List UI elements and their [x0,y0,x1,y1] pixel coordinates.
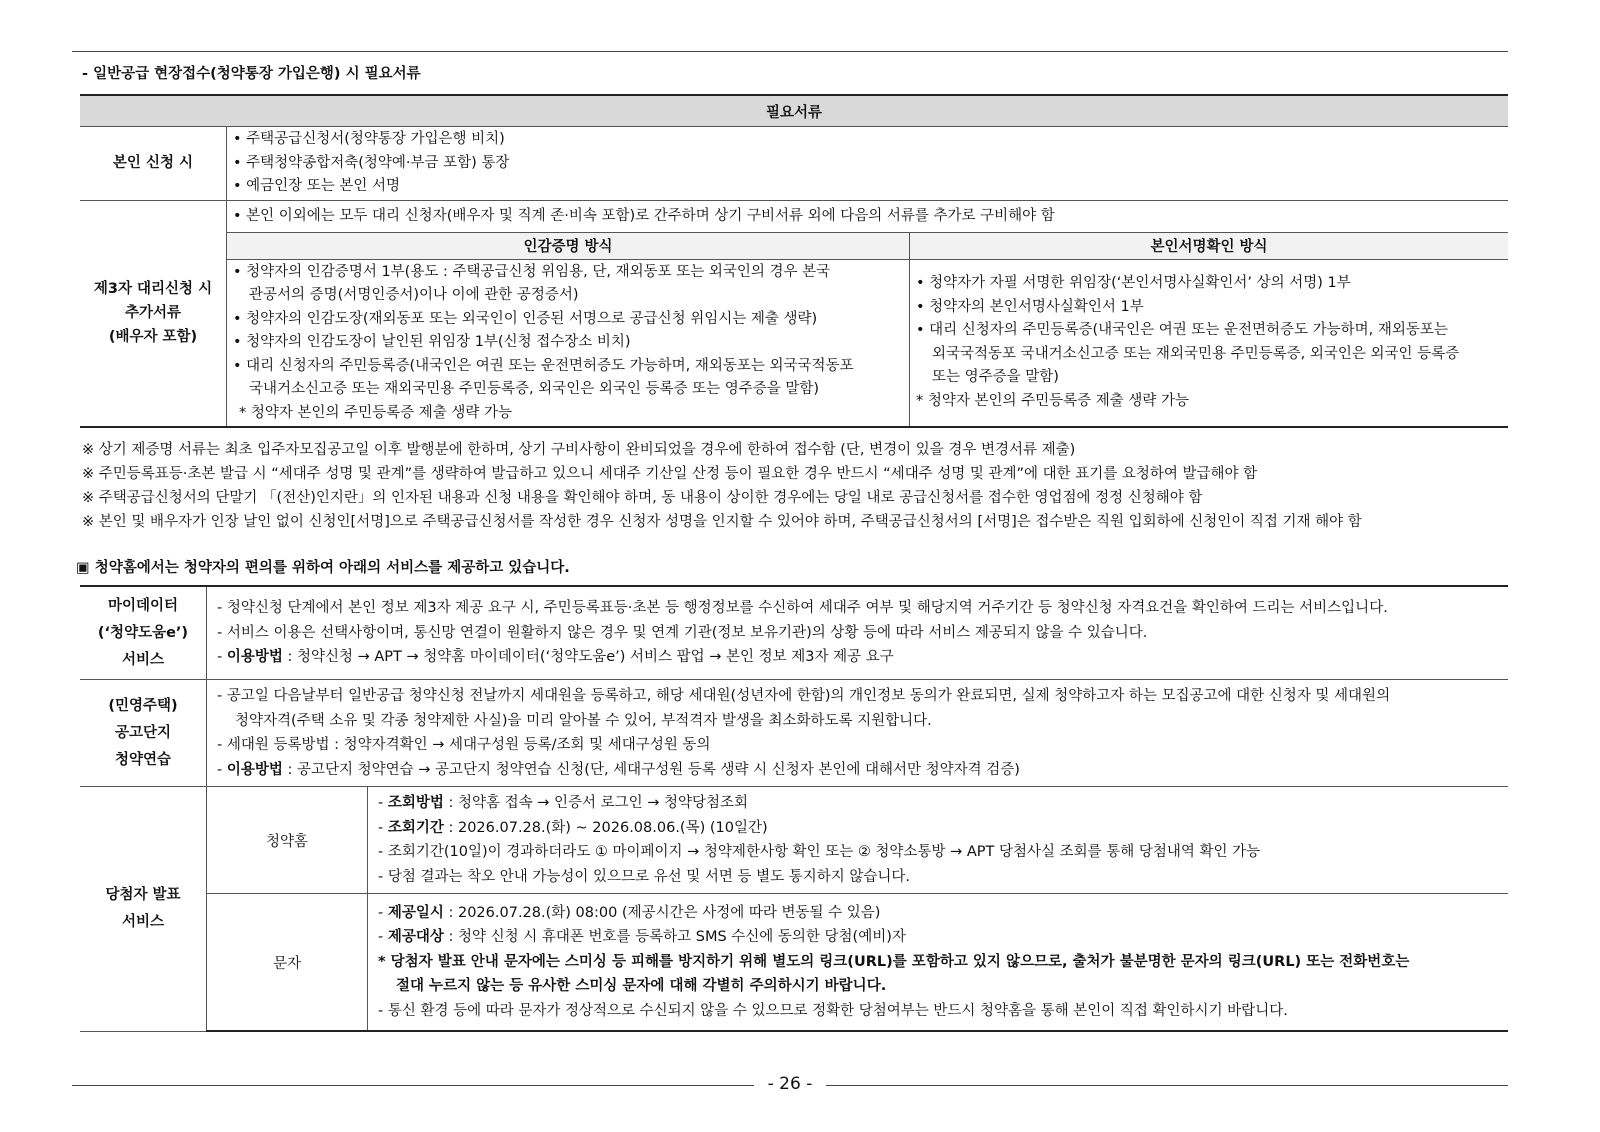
table-row [80,200,1508,427]
note-item: ※ 상기 제증명 서류는 최초 입주자모집공고일 이후 발행분에 한하며, 상기 구비사항이 완비되었을 경우에 한하여 접수함 (단, 변경이 있을 경우 변경서류 제출) [82,442,1076,458]
table-row [80,787,1508,894]
row-label-proxy [80,200,227,427]
text-line: - 통신 환경 등에 따라 문자가 정상적으로 수신되지 않을 수 있으므로 정확한 당첨여부는 반드시 청약홈을 통해 본인이 직접 확인하시기 바랍니다. [378,1002,1288,1019]
label-line: 공고단지 [114,724,172,741]
text-line: - 이용방법 : 공고단지 청약연습 → 공고단지 청약연습 신청(단, 세대구성원 등록 생략 시 신청자 본인에 대해서만 청약자격 검증) [217,761,1020,778]
proxy-intro: • 본인 이외에는 모두 대리 신청자(배우자 및 직계 존·비속 포함)로 간주하며 상기 구비서류 외에 다음의 서류를 추가로 구비해야 함 [233,207,1055,224]
label-line: 제3자 대리신청 시 [93,281,213,298]
col-header-seal: 인감증명 방식 [227,232,910,259]
note-item: ※ 주택공급신청서의 단말기 「(전산)인지란」의 인자된 내용과 신청 내용을 확인해야 하며, 동 내용이 상이한 경우에는 당일 내로 공급신청서를 접수한 영업점에 정정 신청해야 함 [82,490,1203,506]
services-table [80,585,1508,1032]
col-header-signature: 본인서명확인 방식 [910,232,1509,259]
page-number: - 26 - [72,1074,1508,1094]
text-line: - 당첨 결과는 착오 안내 가능성이 있으므로 유선 및 서면 등 별도 통지하지 않습니다. [378,868,910,885]
text-line: - 서비스 이용은 선택사항이며, 통신망 연결이 원활하지 않은 경우 및 연계 기관(정보 보유기관)의 상황 등에 따라 서비스 제공되지 않을 수 있습니다. [217,624,1148,641]
list-item: • 청약자의 인감도장이 날인된 위임장 1부(신청 접수장소 비치) [233,334,631,350]
list-item: 국내거소신고증 또는 재외국민용 주민등록증, 외국인은 외국인 등록증 또는 영주증을 말함) [249,381,820,397]
section2-title: ▣ 청약홈에서는 청약자의 편의를 위하여 아래의 서비스를 제공하고 있습니다. [76,560,570,576]
sub-label-home: 청약홈 [207,787,368,894]
warning-line: 절대 누르지 않는 등 유사한 스미싱 문자에 대해 각별히 주의하시기 바랍니다. [396,978,887,995]
note-item: ※ 주민등록표등·초본 발급 시 “세대주 성명 및 관계”를 생략하여 발급하고 있으니 세대주 기산일 산정 등이 필요한 경우 반드시 “세대주 성명 및 관계”에 대한 표기를 요청하여 발급해야 함 [82,466,1258,482]
list-item: • 예금인장 또는 본인 서명 [233,178,401,194]
table-row [80,586,1508,680]
label-line: (배우자 포함) [108,329,198,346]
list-item: * 청약자 본인의 주민등록증 제출 생략 가능 [239,404,513,421]
label-line: 당첨자 발표 [105,886,181,903]
row-label-self: 본인 신청 시 [80,127,227,201]
table-header: 필요서류 [80,95,1508,127]
text-line: - 이용방법 : 청약신청 → APT → 청약홈 마이데이터(‘청약도움e’) 서비스 팝업 → 본인 정보 제3자 제공 요구 [217,649,894,666]
text-line: - 청약신청 단계에서 본인 정보 제3자 제공 요구 시, 주민등록표등·초본 등 행정정보를 수신하여 세대주 여부 및 해당지역 거주기간 등 청약신청 자격요건을 확인하여 드리는 서비스입니다. [217,600,1388,617]
section1-title: - 일반공급 현장접수(청약통장 가입은행) 시 필요서류 [82,66,421,82]
row-label-winner [80,787,207,1032]
note-item: ※ 본인 및 배우자가 인장 날인 없이 신청인[서명]으로 주택공급신청서를 작성한 경우 신청자 성명을 인지할 수 있어야 하며, 주택공급신청서의 [서명]은 접수받은 직원 입회하에 신청인이 직접 기재 해야 함 [82,514,1362,530]
list-item: 외국국적동포 국내거소신고증 또는 재외국민용 주민등록증, 외국인은 외국인 등록증 [932,345,1460,362]
notes-list [82,438,1362,534]
list-item: • 청약자의 인감도장(재외동포 또는 외국인이 인증된 서명으로 공급신청 위임시는 제출 생략) [233,310,818,327]
text-line: 청약자격(주택 소유 및 각종 청약제한 사실)을 미리 알아볼 수 있어, 부적격자 발생을 최소화하도록 지원합니다. [235,712,932,729]
list-item: • 청약자가 자필 서명한 위임장(‘본인서명사실확인서’ 상의 서명) 1부 [916,275,1351,292]
list-item: • 주택청약종합저축(청약예·부금 포함) 통장 [233,154,510,171]
practice-description [207,680,1509,787]
list-item: * 청약자 본인의 주민등록증 제출 생략 가능 [916,392,1190,409]
home-description [368,787,1509,894]
label-line: 서비스 [121,651,165,668]
signature-method-list [910,259,1509,426]
text-line: - 세대원 등록방법 : 청약자격확인 → 세대구성원 등록/조회 및 세대구성원 동의 [217,737,711,753]
table-row [80,894,1508,1032]
seal-method-list [227,259,910,426]
mydata-description [207,586,1509,680]
label-line: (‘청약도움e’) [97,624,189,641]
document-page [72,0,1508,1132]
top-rule [72,51,1508,52]
label-line: (민영주택) [108,697,178,714]
table-row [80,680,1508,787]
list-item: • 청약자의 인감증명서 1부(용도 : 주택공급신청 위임용, 단, 재외동포 또는 외국인의 경우 본국 [233,263,831,280]
text-line: - 공고일 다음날부터 일반공급 청약신청 전날까지 세대원을 등록하고, 해당 세대원(성년자에 한함)의 개인정보 동의가 완료되면, 실제 청약하고자 하는 모집공고에 대한 신청자 및 세대원의 [217,688,1391,704]
table-row [80,127,1508,201]
list-item: • 대리 신청자의 주민등록증(내국인은 여권 또는 운전면허증도 가능하며, 재외동포는 [916,322,1448,339]
label-line: 청약연습 [114,751,172,768]
label-line: 추가서류 [124,305,182,322]
list-item: • 주택공급신청서(청약통장 가입은행 비치) [233,131,505,147]
sms-description [368,894,1509,1032]
list-item: 관공서의 증명(서명인증서)이나 이에 관한 공정증서) [249,287,579,303]
row-label-practice [80,680,207,787]
list-item: • 청약자의 본인서명사실확인서 1부 [916,298,1144,315]
required-docs-table [80,94,1508,428]
label-line: 서비스 [121,913,165,930]
text-line: - 조회방법 : 청약홈 접속 → 인증서 로그인 → 청약당첨조회 [378,795,749,811]
list-item: 또는 영주증을 말함) [932,369,1059,386]
label-line: 마이데이터 [107,597,179,614]
text-line: - 제공대상 : 청약 신청 시 휴대폰 번호를 등록하고 SMS 수신에 동의한 당첨(예비)자 [378,929,906,946]
text-line: - 제공일시 : 2026.07.28.(화) 08:00 (제공시간은 사정에 따라 변동될 수 있음) [378,904,881,921]
sub-label-sms: 문자 [207,894,368,1032]
warning-line: * 당첨자 발표 안내 문자에는 스미싱 등 피해를 방지하기 위해 별도의 링크(URL)를 포함하고 있지 않으므로, 출처가 불분명한 문자의 링크(URL) 또는 전화번호는 [378,953,1410,970]
row-label-mydata [80,586,207,680]
list-item: • 대리 신청자의 주민등록증(내국인은 여권 또는 운전면허증도 가능하며, 재외동포는 외국국적동포 [233,357,854,374]
proxy-methods-table [227,232,1508,427]
self-docs-list [227,127,1509,201]
text-line: - 조회기간(10일)이 경과하더라도 ① 마이페이지 → 청약제한사항 확인 또는 ② 청약소통방 → APT 당첨사실 조회를 통해 당첨내역 확인 가능 [378,844,1261,860]
text-line: - 조회기간 : 2026.07.28.(화) ~ 2026.08.06.(목) (10일간) [378,819,768,836]
